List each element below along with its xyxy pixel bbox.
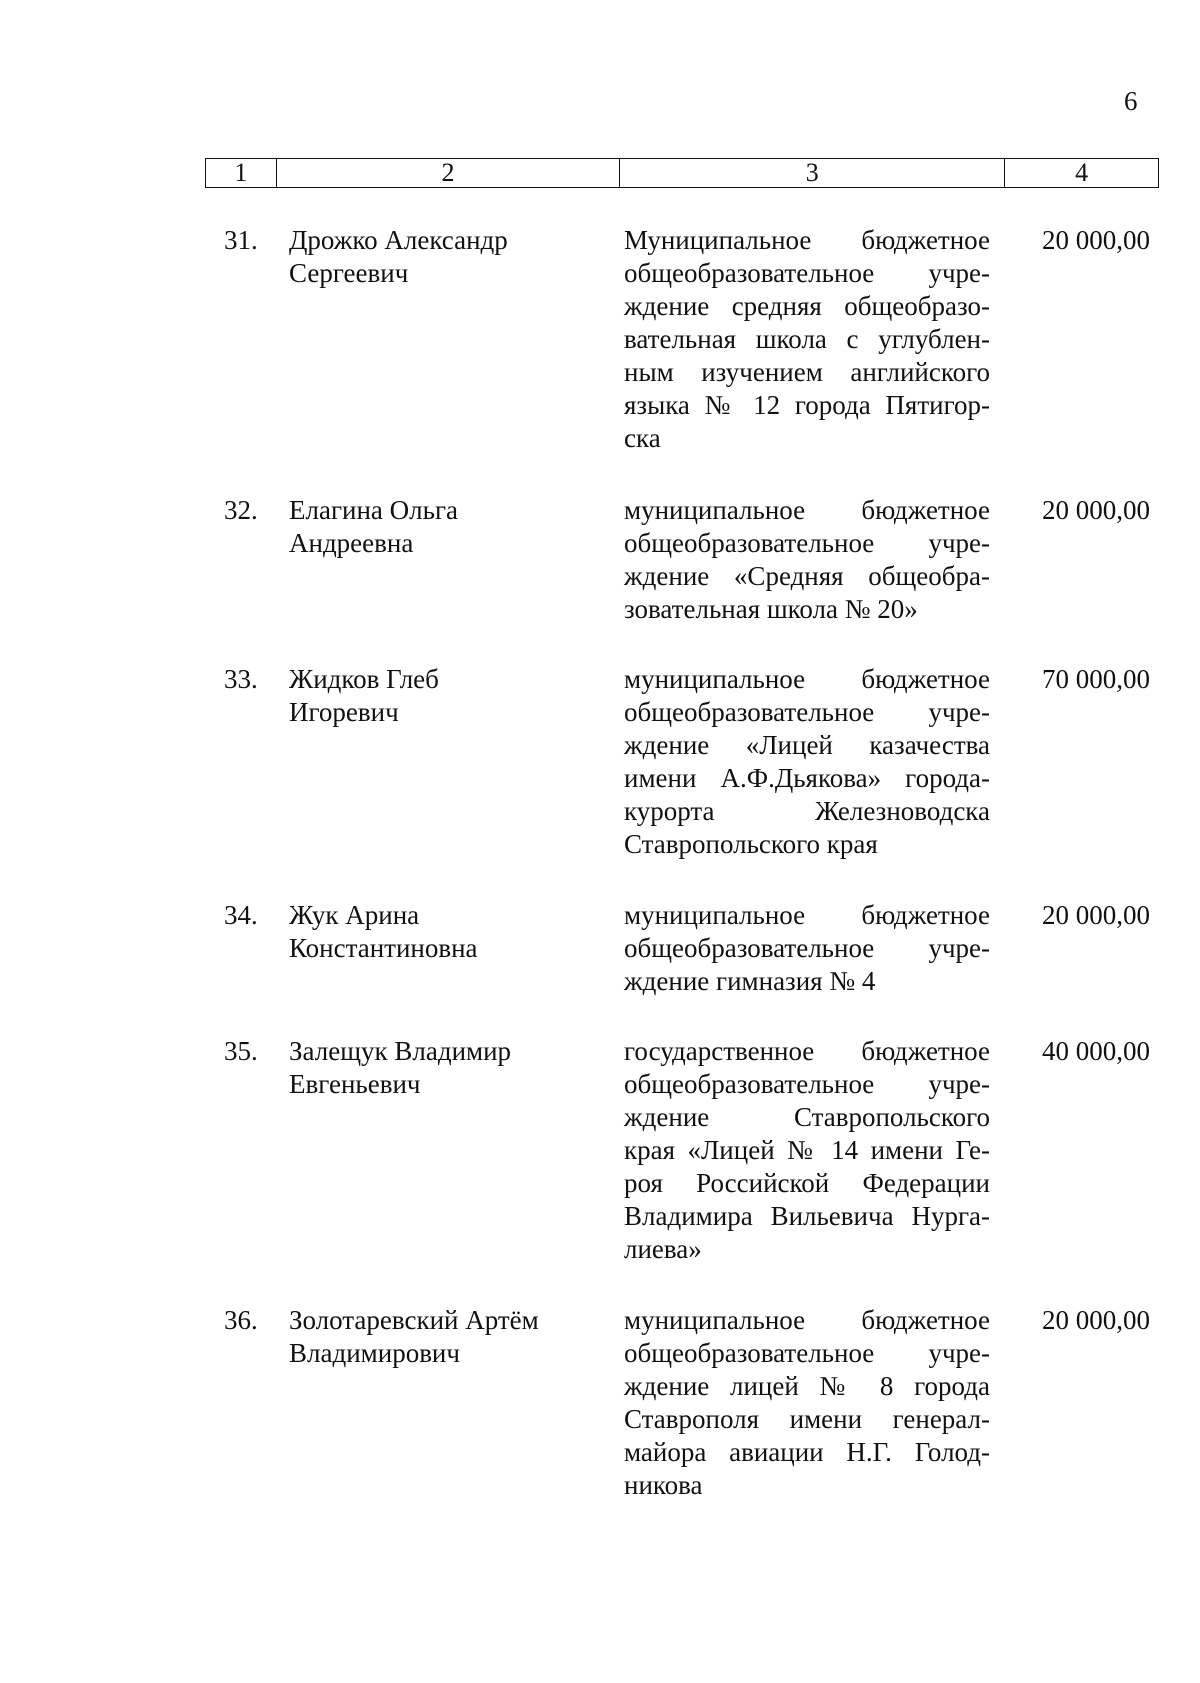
institution-name	[624, 663, 990, 861]
recipient-name	[289, 899, 609, 965]
institution-line: майора авиации Н.Г. Голод-	[624, 1437, 990, 1467]
recipient-name-line: Андреевна	[289, 528, 414, 558]
institution-line: ждение «Лицей казачества	[624, 730, 990, 760]
recipient-name-line: Залещук Владимир	[289, 1036, 512, 1066]
award-amount: 70 000,00	[1042, 664, 1150, 694]
award-amount: 20 000,00	[1042, 1305, 1150, 1335]
institution-name	[624, 1304, 990, 1502]
institution-line: ждение «Средняя общеобра-	[624, 561, 990, 591]
institution-line: вательная школа с углублен-	[624, 324, 990, 354]
recipient-name-line: Елагина Ольга	[289, 495, 459, 525]
award-amount: 40 000,00	[1042, 1036, 1150, 1066]
row-number: 34.	[224, 900, 258, 930]
institution-line: имени А.Ф.Дьякова» города-	[624, 763, 990, 793]
recipient-name-line: Сергеевич	[289, 258, 409, 288]
institution-line: ждение гимназия № 4	[624, 966, 876, 996]
institution-line: муниципальное бюджетное	[624, 900, 990, 930]
institution-line: ждение средняя общеобразо-	[624, 291, 990, 321]
recipient-name-line: Владимирович	[289, 1338, 460, 1368]
award-amount: 20 000,00	[1042, 225, 1150, 255]
institution-line: ждение Ставропольского	[624, 1102, 990, 1132]
institution-line: Муниципальное бюджетное	[624, 225, 990, 255]
recipient-name-line: Золотаревский Артём	[289, 1305, 539, 1335]
column-header-row	[205, 158, 1159, 188]
page-number: 6	[1124, 86, 1138, 116]
recipient-name-line: Жидков Глеб	[289, 664, 439, 694]
institution-line: муниципальное бюджетное	[624, 664, 990, 694]
institution-line: муниципальное бюджетное	[624, 495, 990, 525]
recipient-name	[289, 224, 609, 290]
award-amount: 20 000,00	[1042, 495, 1150, 525]
institution-name	[624, 899, 990, 998]
recipient-name-line: Константиновна	[289, 933, 478, 963]
column-header-3: 3	[620, 159, 1005, 187]
recipient-name	[289, 663, 609, 729]
institution-name	[624, 494, 990, 626]
institution-line: роя Российской Федерации	[624, 1168, 990, 1198]
institution-line: курорта Железноводска	[624, 796, 990, 826]
institution-name	[624, 224, 990, 455]
column-header-4: 4	[1075, 158, 1089, 187]
column-header-2: 2	[277, 159, 620, 187]
institution-line: общеобразовательное учре-	[624, 528, 990, 558]
institution-line: края «Лицей № 14 имени Ге-	[624, 1135, 990, 1165]
institution-line: общеобразовательное учре-	[624, 933, 990, 963]
institution-line: зовательная школа № 20»	[624, 594, 918, 624]
row-number: 31.	[224, 225, 258, 255]
institution-line: Ставрополя имени генерал-	[624, 1404, 990, 1434]
recipient-name	[289, 1035, 609, 1101]
institution-line: общеобразовательное учре-	[624, 697, 990, 727]
institution-line: лиева»	[624, 1234, 702, 1264]
institution-line: общеобразовательное учре-	[624, 1069, 990, 1099]
recipient-name	[289, 494, 609, 560]
row-number: 36.	[224, 1305, 258, 1335]
recipient-name-line: Дрожко Александр	[289, 225, 508, 255]
row-number: 35.	[224, 1036, 258, 1066]
recipient-name-line: Жук Арина	[289, 900, 420, 930]
recipient-name-line: Игоревич	[289, 697, 399, 727]
institution-line: общеобразовательное учре-	[624, 258, 990, 288]
institution-line: ска	[624, 423, 661, 453]
column-header-1: 1	[206, 159, 277, 187]
recipient-name	[289, 1304, 609, 1370]
institution-name	[624, 1035, 990, 1266]
institution-line: Владимира Вильевича Нурга-	[624, 1201, 990, 1231]
institution-line: Ставропольского края	[624, 829, 878, 859]
row-number: 33.	[224, 664, 258, 694]
institution-line: ждение лицей № 8 города	[624, 1371, 990, 1401]
institution-line: никова	[624, 1470, 703, 1500]
institution-line: языка № 12 города Пятигор-	[624, 390, 990, 420]
institution-line: государственное бюджетное	[624, 1036, 990, 1066]
award-amount: 20 000,00	[1042, 900, 1150, 930]
institution-line: общеобразовательное учре-	[624, 1338, 990, 1368]
recipient-name-line: Евгеньевич	[289, 1069, 421, 1099]
row-number: 32.	[224, 495, 258, 525]
institution-line: муниципальное бюджетное	[624, 1305, 990, 1335]
institution-line: ным изучением английского	[624, 357, 990, 387]
